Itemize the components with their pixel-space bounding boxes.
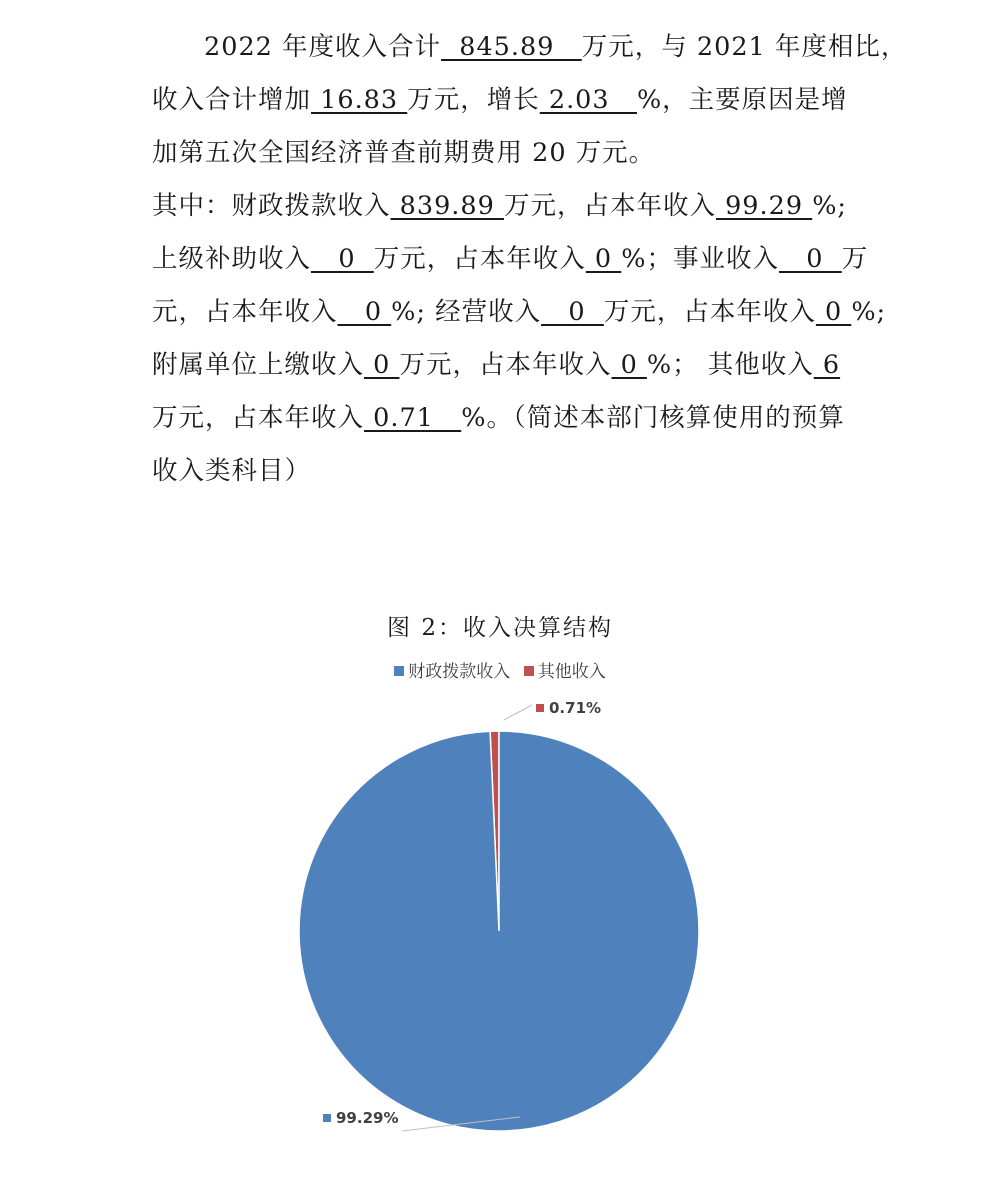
text-line-5 bbox=[152, 233, 869, 286]
text-segment: %。（简述本部门核算使用的预算 bbox=[461, 403, 845, 433]
text-segment: 万元，占本年收入 bbox=[603, 297, 816, 327]
affiliated-unit-share: 0 bbox=[611, 350, 647, 380]
text-line-9 bbox=[152, 445, 852, 498]
text-segment: 附属单位上缴收入 bbox=[152, 350, 365, 380]
operating-income-value: 0 bbox=[541, 297, 604, 327]
text-segment: 万元，占本年收入 bbox=[373, 244, 586, 274]
pie-chart bbox=[0, 595, 1000, 1201]
text-segment: 收入合计增加 bbox=[152, 85, 312, 115]
superior-subsidy-share: 0 bbox=[585, 244, 622, 274]
text-line-7 bbox=[152, 339, 852, 392]
text-segment: 万 bbox=[841, 244, 869, 274]
text-line-4 bbox=[152, 180, 852, 233]
fiscal-appropriation-value: 839.89 bbox=[390, 191, 504, 221]
income-structure-chart bbox=[0, 595, 1000, 1201]
legend-label-fiscal: 财政拨款收入 bbox=[408, 662, 511, 682]
text-segment: 万元，增长 bbox=[407, 85, 540, 115]
business-income-share: 0 bbox=[337, 297, 392, 327]
text-segment: 万元，占本年收入 bbox=[152, 403, 365, 433]
text-segment: 2022 年度收入合计 bbox=[204, 32, 442, 62]
text-segment: 收入类科目） bbox=[152, 456, 312, 486]
data-label-other: 0.71% bbox=[549, 699, 602, 717]
affiliated-unit-value: 0 bbox=[364, 350, 400, 380]
text-line-1 bbox=[152, 21, 908, 74]
data-label-fiscal: 99.29% bbox=[336, 1109, 399, 1127]
legend-label-other: 其他收入 bbox=[537, 662, 606, 682]
text-line-2 bbox=[152, 74, 852, 127]
leader-line bbox=[504, 705, 532, 720]
text-segment: 其中：财政拨款收入 bbox=[152, 191, 391, 221]
text-segment: 万元，占本年收入 bbox=[503, 191, 716, 221]
increase-amount-value: 16.83 bbox=[311, 85, 408, 115]
text-segment: 加第五次全国经济普查前期费用 20 万元。 bbox=[152, 138, 656, 168]
text-segment: %; bbox=[812, 191, 848, 221]
text-line-8 bbox=[152, 392, 852, 445]
data-label-marker bbox=[323, 1114, 331, 1122]
fiscal-appropriation-share: 99.29 bbox=[715, 191, 813, 221]
text-segment: %；事业收入 bbox=[621, 244, 779, 274]
text-line-3 bbox=[152, 127, 852, 180]
text-segment: %; 经营收入 bbox=[391, 297, 542, 327]
operating-income-share: 0 bbox=[815, 297, 852, 327]
text-segment: 万元，占本年收入 bbox=[399, 350, 612, 380]
total-income-value: 845.89 bbox=[441, 32, 582, 62]
text-segment: %； 其他收入 bbox=[646, 350, 814, 380]
growth-rate-value: 2.03 bbox=[539, 85, 637, 115]
superior-subsidy-value: 0 bbox=[311, 244, 374, 274]
text-segment: 上级补助收入 bbox=[152, 244, 312, 274]
text-line-6 bbox=[152, 286, 887, 339]
text-segment: %，主要原因是增 bbox=[636, 85, 848, 115]
other-income-share: 0.71 bbox=[364, 403, 462, 433]
other-income-value: 6 bbox=[813, 350, 841, 380]
chart-title: 图 2：收入决算结构 bbox=[387, 615, 613, 641]
text-segment: 万元，与 2021 年度相比， bbox=[581, 32, 908, 62]
text-segment: %; bbox=[851, 297, 887, 327]
data-label-marker bbox=[536, 704, 544, 712]
business-income-value: 0 bbox=[778, 244, 842, 274]
text-segment: 元，占本年收入 bbox=[152, 297, 338, 327]
budget-paragraph bbox=[152, 21, 908, 498]
pie-slice-fiscal bbox=[299, 731, 699, 1131]
